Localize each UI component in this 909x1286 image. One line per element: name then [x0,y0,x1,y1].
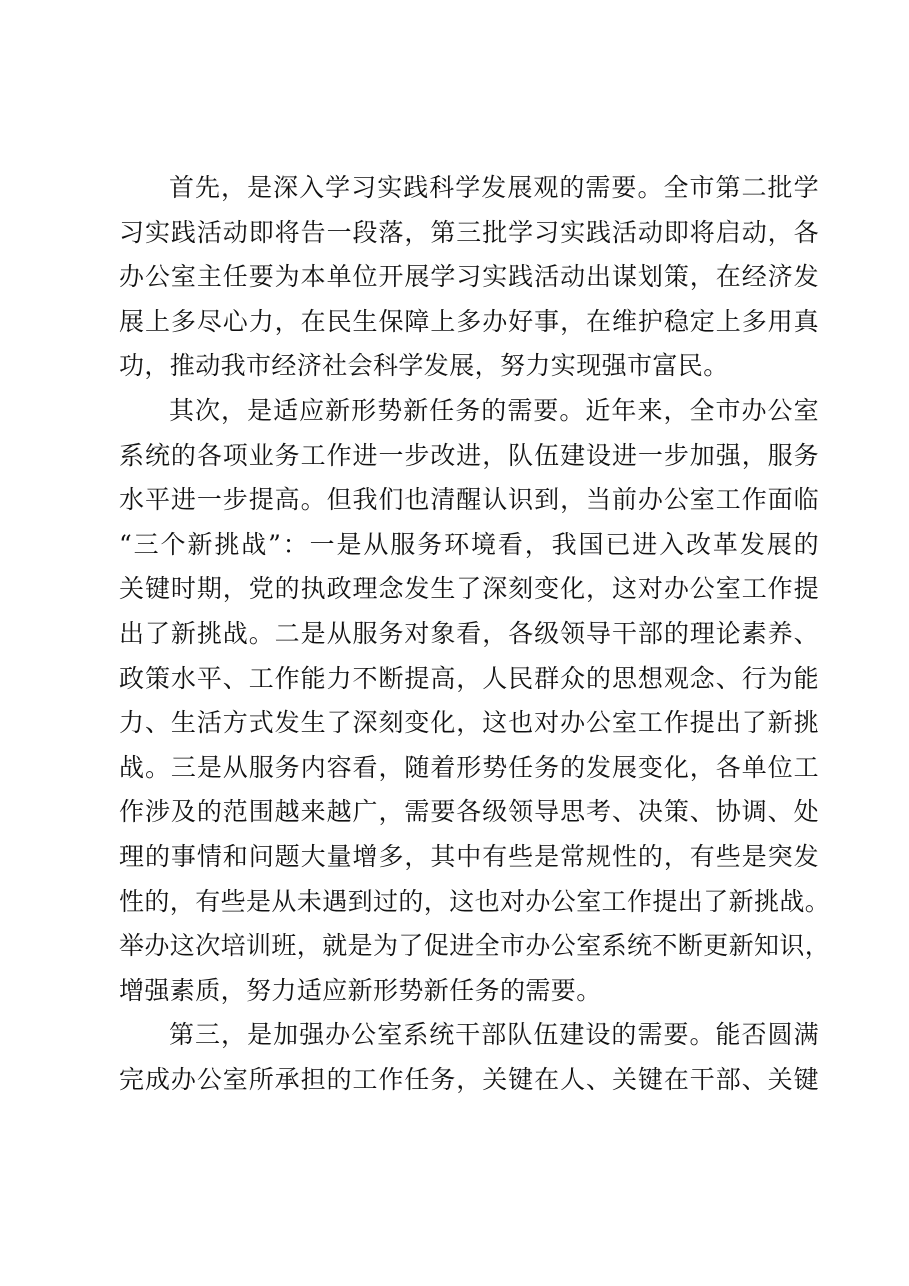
text-line: 政策水平、工作能力不断提高，人民群众的思想观念、行为能 [119,663,819,693]
text-line: 系统的各项业务工作进一步改进，队伍建设进一步加强，服务 [119,440,819,470]
text-line: 其次，是适应新形势新任务的需要。近年来，全市办公室 [169,395,819,425]
text-line: 增强素质，努力适应新形势新任务的需要。 [119,975,602,1005]
text-line: 战。三是从服务内容看，随着形势任务的发展变化，各单位工 [119,752,819,782]
text-line: 作涉及的范围越来越广，需要各级领导思考、决策、协调、处 [119,797,819,827]
document-body [119,166,831,1102]
text-line: 出了新挑战。二是从服务对象看，各级领导干部的理论素养、 [119,618,819,648]
text-line: 功，推动我市经济社会科学发展，努力实现强市富民。 [119,351,729,381]
text-line: 展上多尽心力，在民生保障上多办好事，在维护稳定上多用真 [119,306,819,336]
text-line: 第三，是加强办公室系统干部队伍建设的需要。能否圆满 [169,1020,819,1050]
text-line: 水平进一步提高。但我们也清醒认识到，当前办公室工作面临 [119,485,819,515]
text-line: 完成办公室所承担的工作任务，关键在人、关键在干部、关键 [119,1064,819,1094]
text-line: 力、生活方式发生了深刻变化，这也对办公室工作提出了新挑 [119,708,819,738]
text-line: 习实践活动即将告一段落，第三批学习实践活动即将启动，各 [119,217,819,247]
text-line: 性的，有些是从未遇到过的，这也对办公室工作提出了新挑战。 [119,886,831,916]
text-line: 理的事情和问题大量增多，其中有些是常规性的，有些是突发 [119,841,819,871]
text-line: “三个新挑战”：一是从服务环境看，我国已进入改革发展的 [119,529,819,559]
text-line: 关键时期，党的执政理念发生了深刻变化，这对办公室工作提 [119,574,819,604]
text-line: 举办这次培训班，就是为了促进全市办公室系统不断更新知识， [119,931,831,961]
text-line: 办公室主任要为本单位开展学习实践活动出谋划策，在经济发 [119,262,819,292]
text-line: 首先，是深入学习实践科学发展观的需要。全市第二批学 [169,173,819,202]
